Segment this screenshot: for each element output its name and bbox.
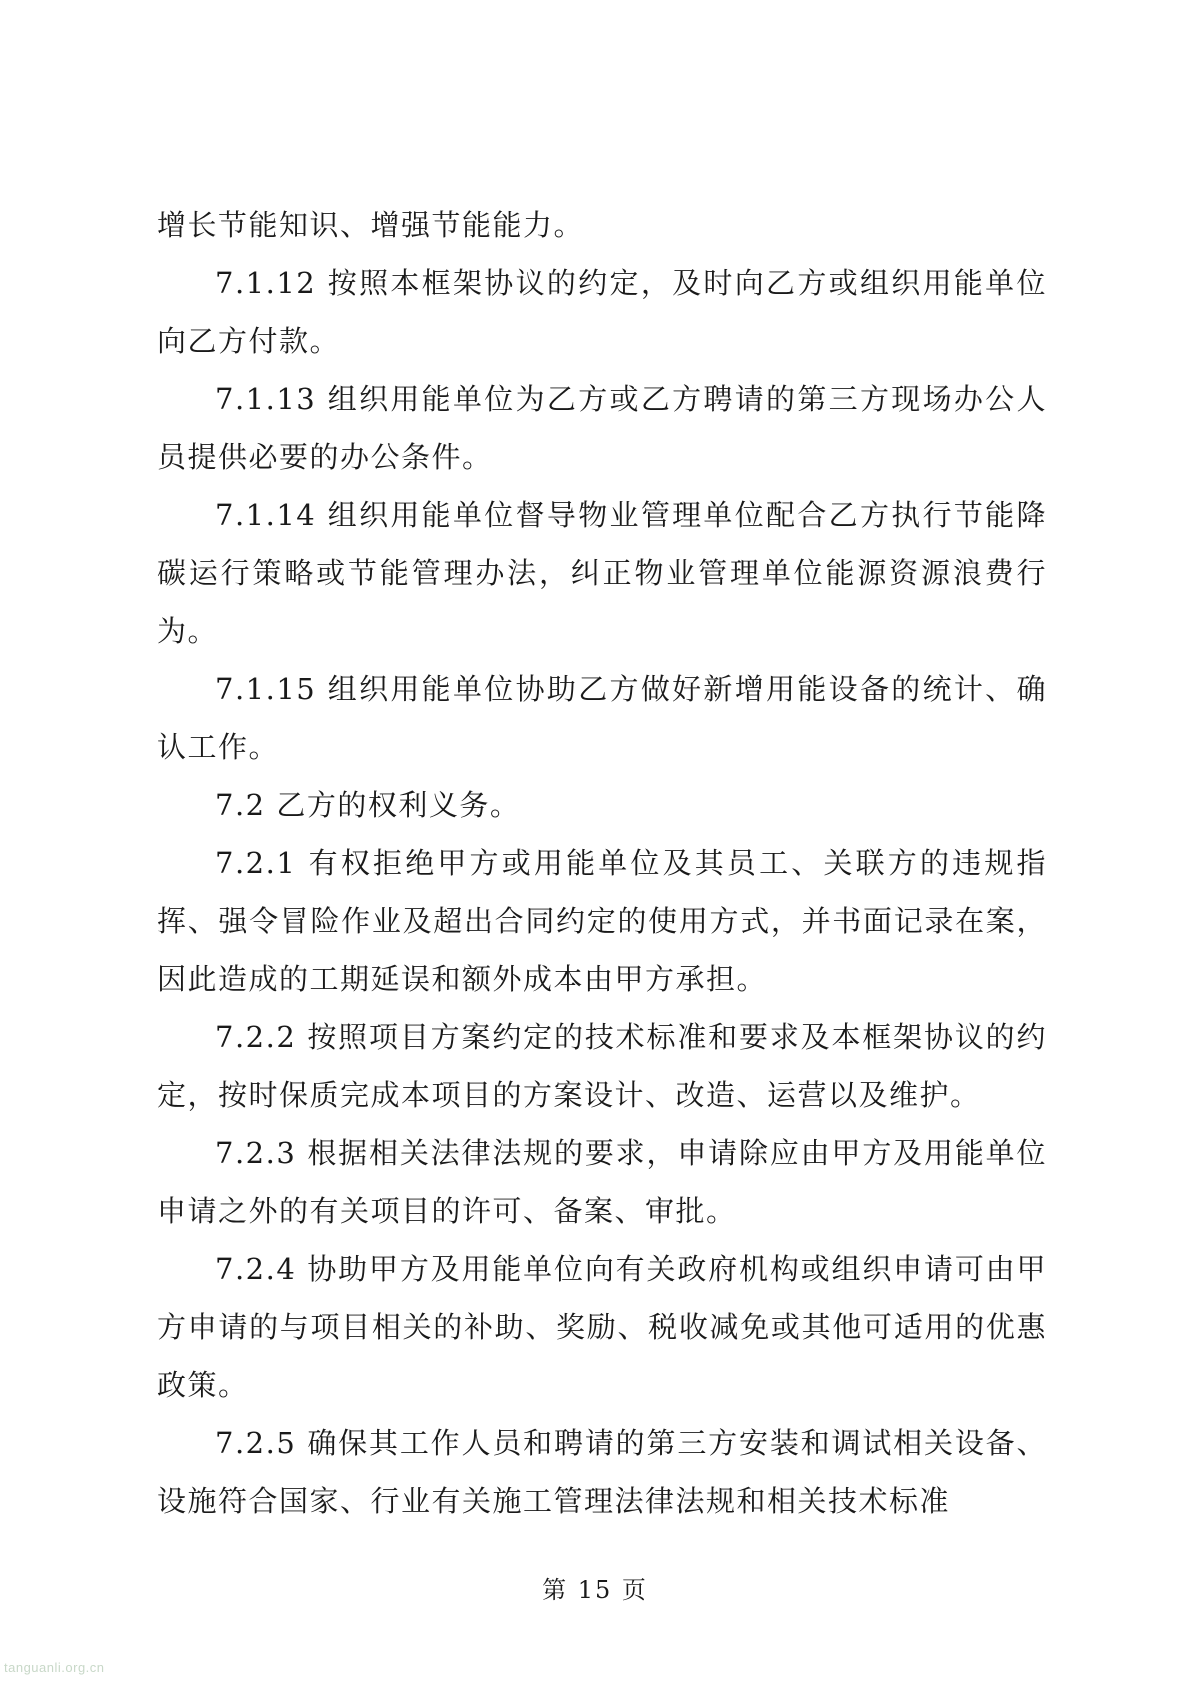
paragraph-7-1-12: 7.1.12 按照本框架协议的约定，及时向乙方或组织用能单位向乙方付款。 — [157, 266, 1047, 358]
document-body — [157, 196, 1047, 1530]
paragraph-7-1-15: 7.1.15 组织用能单位协助乙方做好新增用能设备的统计、确认工作。 — [157, 672, 1047, 764]
paragraph-7-2-2: 7.2.2 按照项目方案约定的技术标准和要求及本框架协议的约定，按时保质完成本项目的方案设计、改造、运营以及维护。 — [157, 1020, 1047, 1112]
watermark: tanguanli.org.cn — [4, 1660, 105, 1675]
paragraph-1: 增长节能知识、增强节能能力。 — [157, 208, 585, 242]
paragraph-7-2-5: 7.2.5 确保其工作人员和聘请的第三方安装和调试相关设备、设施符合国家、行业有关施工管理法律法规和相关技术标准 — [157, 1426, 1047, 1518]
paragraph-7-1-13: 7.1.13 组织用能单位为乙方或乙方聘请的第三方现场办公人员提供必要的办公条件。 — [157, 382, 1047, 474]
paragraph-7-1-14: 7.1.14 组织用能单位督导物业管理单位配合乙方执行节能降碳运行策略或节能管理办法，纠正物业管理单位能源资源浪费行为。 — [157, 498, 1047, 648]
page-number: 第 15 页 — [542, 1576, 648, 1604]
paragraph-7-2-3: 7.2.3 根据相关法律法规的要求，申请除应由甲方及用能单位申请之外的有关项目的许可、备案、审批。 — [157, 1136, 1047, 1228]
section-heading-7-2: 7.2 乙方的权利义务。 — [215, 788, 521, 822]
paragraph-7-2-1: 7.2.1 有权拒绝甲方或用能单位及其员工、关联方的违规指挥、强令冒险作业及超出合同约定的使用方式，并书面记录在案，因此造成的工期延误和额外成本由甲方承担。 — [157, 846, 1047, 996]
paragraph-7-2-4: 7.2.4 协助甲方及用能单位向有关政府机构或组织申请可由甲方申请的与项目相关的补助、奖励、税收减免或其他可适用的优惠政策。 — [157, 1252, 1047, 1402]
